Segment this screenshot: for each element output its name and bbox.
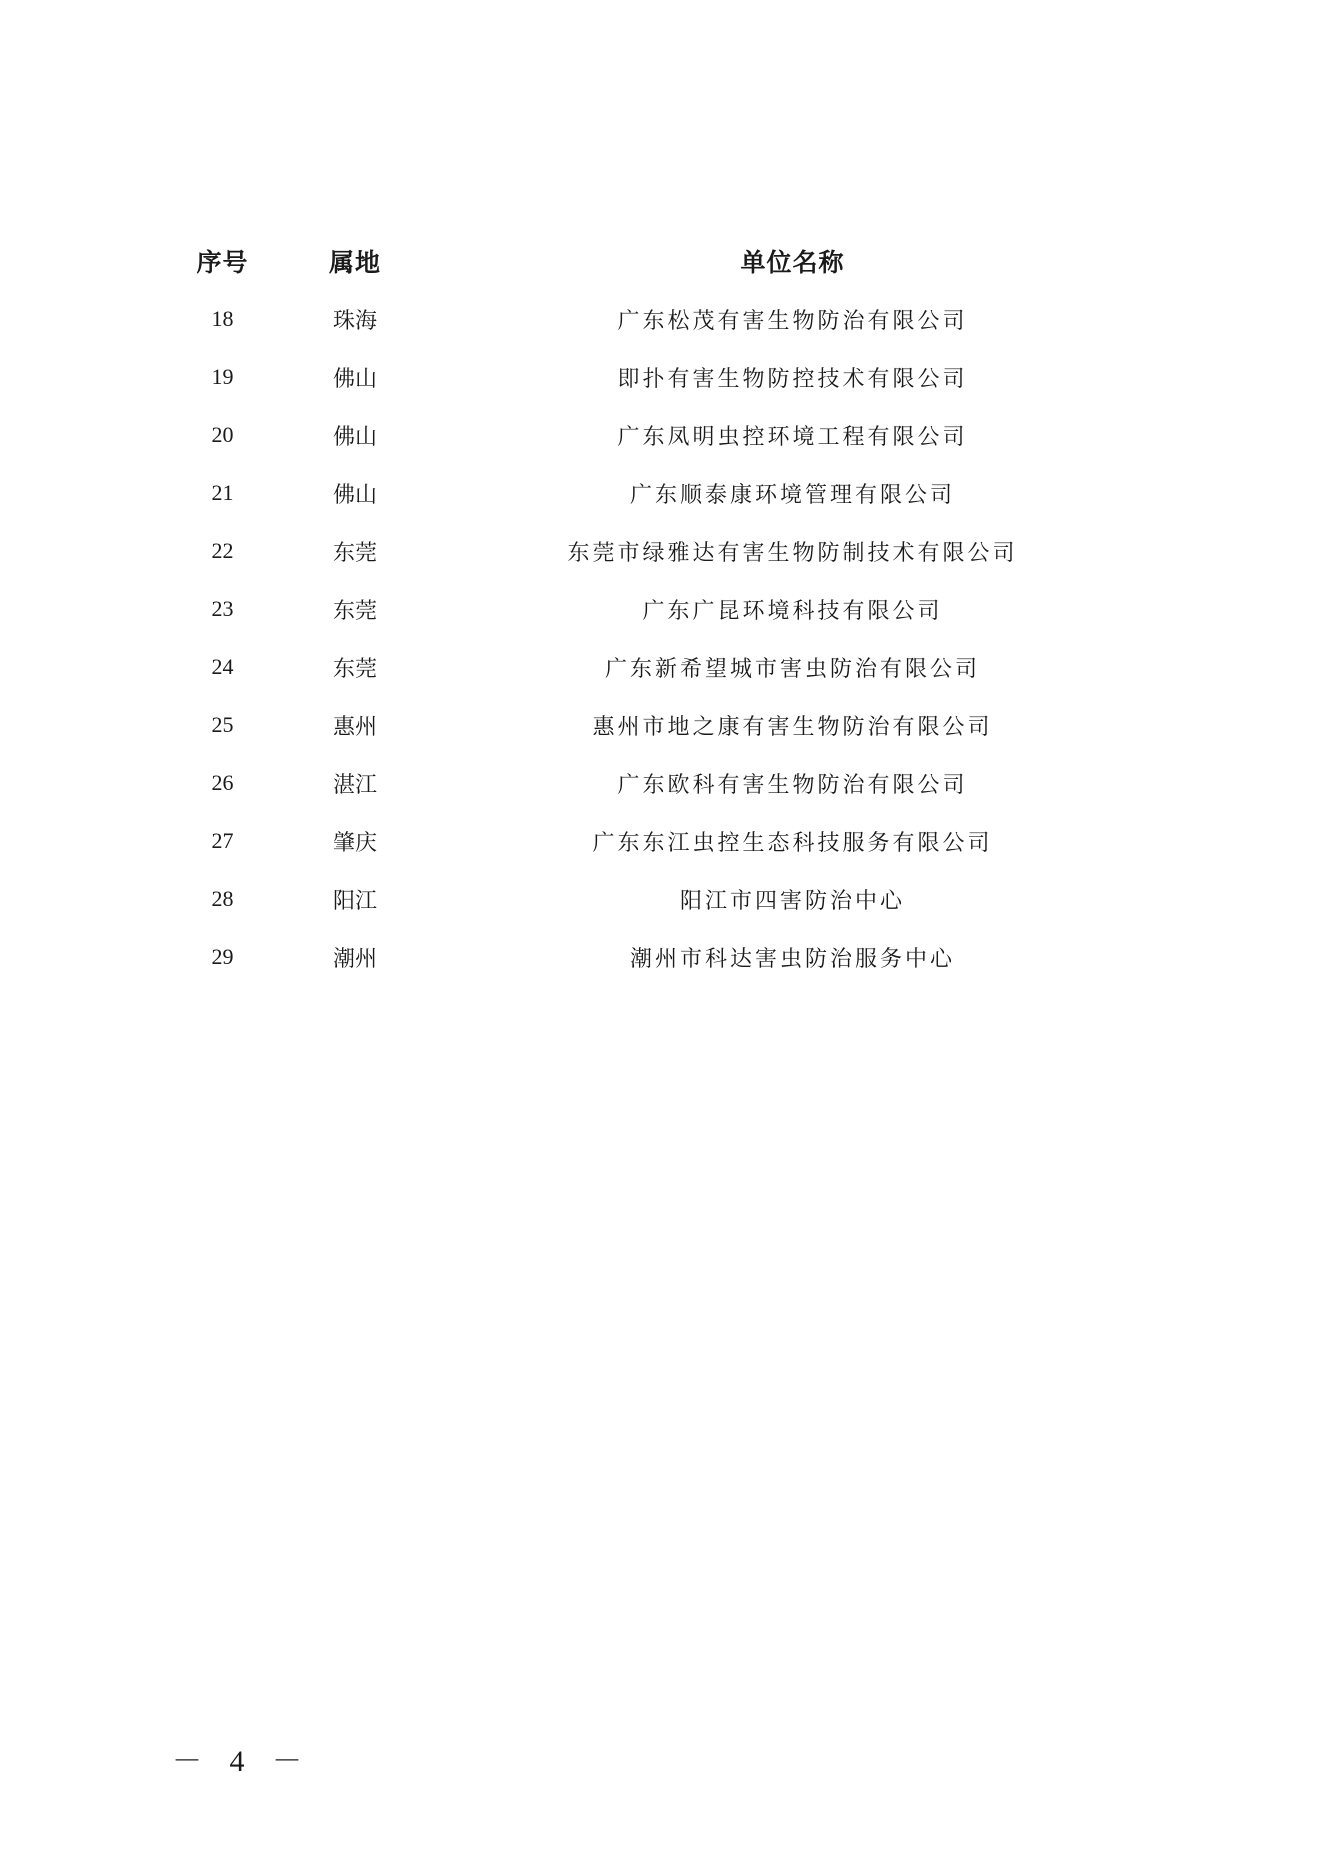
row-seq: 23 xyxy=(211,596,234,621)
unit-list-table xyxy=(160,232,1160,986)
table-row xyxy=(160,522,1160,580)
row-seq: 20 xyxy=(211,422,234,447)
table-row xyxy=(160,638,1160,696)
row-location: 阳江 xyxy=(332,888,377,914)
table-row xyxy=(160,870,1160,928)
table-row xyxy=(160,348,1160,406)
row-location: 东莞 xyxy=(332,540,377,566)
row-unit-name: 广东凤明虫控环境工程有限公司 xyxy=(617,424,968,450)
row-location: 肇庆 xyxy=(332,830,377,856)
header-location: 属地 xyxy=(328,248,381,277)
row-seq: 21 xyxy=(211,480,234,505)
header-unit-name: 单位名称 xyxy=(740,248,845,277)
row-location: 佛山 xyxy=(332,424,377,450)
row-unit-name: 阳江市四害防治中心 xyxy=(679,888,905,914)
table-row xyxy=(160,696,1160,754)
row-seq: 18 xyxy=(211,306,234,331)
table-row xyxy=(160,406,1160,464)
table-row xyxy=(160,580,1160,638)
row-unit-name: 广东松茂有害生物防治有限公司 xyxy=(617,308,968,334)
header-seq: 序号 xyxy=(196,248,249,277)
row-seq: 19 xyxy=(211,364,234,389)
row-location: 惠州 xyxy=(332,714,377,740)
row-unit-name: 广东东江虫控生态科技服务有限公司 xyxy=(592,830,993,856)
row-seq: 25 xyxy=(211,712,234,737)
row-location: 佛山 xyxy=(332,366,377,392)
row-unit-name: 即扑有害生物防控技术有限公司 xyxy=(617,366,968,392)
table-row xyxy=(160,290,1160,348)
row-seq: 29 xyxy=(211,944,234,969)
table-row xyxy=(160,812,1160,870)
row-seq: 28 xyxy=(211,886,234,911)
row-seq: 22 xyxy=(211,538,234,563)
row-unit-name: 广东新希望城市害虫防治有限公司 xyxy=(604,656,980,682)
table-body xyxy=(160,290,1160,986)
row-location: 湛江 xyxy=(332,772,377,798)
row-seq: 26 xyxy=(211,770,234,795)
table-row xyxy=(160,754,1160,812)
row-unit-name: 广东顺泰康环境管理有限公司 xyxy=(629,482,955,508)
row-unit-name: 潮州市科达害虫防治服务中心 xyxy=(629,946,955,972)
row-location: 东莞 xyxy=(332,598,377,624)
header-row xyxy=(160,232,1160,290)
row-location: 珠海 xyxy=(332,308,377,334)
row-seq: 27 xyxy=(211,828,234,853)
page-number: － 4 － xyxy=(172,1745,312,1778)
table-row xyxy=(160,464,1160,522)
row-unit-name: 东莞市绿雅达有害生物防制技术有限公司 xyxy=(567,540,1018,566)
row-location: 潮州 xyxy=(332,946,377,972)
row-location: 佛山 xyxy=(332,482,377,508)
row-unit-name: 惠州市地之康有害生物防治有限公司 xyxy=(592,714,993,740)
row-unit-name: 广东广昆环境科技有限公司 xyxy=(642,598,943,624)
table-header xyxy=(160,232,1160,290)
table-row xyxy=(160,928,1160,986)
row-unit-name: 广东欧科有害生物防治有限公司 xyxy=(617,772,968,798)
row-location: 东莞 xyxy=(332,656,377,682)
row-seq: 24 xyxy=(211,654,234,679)
